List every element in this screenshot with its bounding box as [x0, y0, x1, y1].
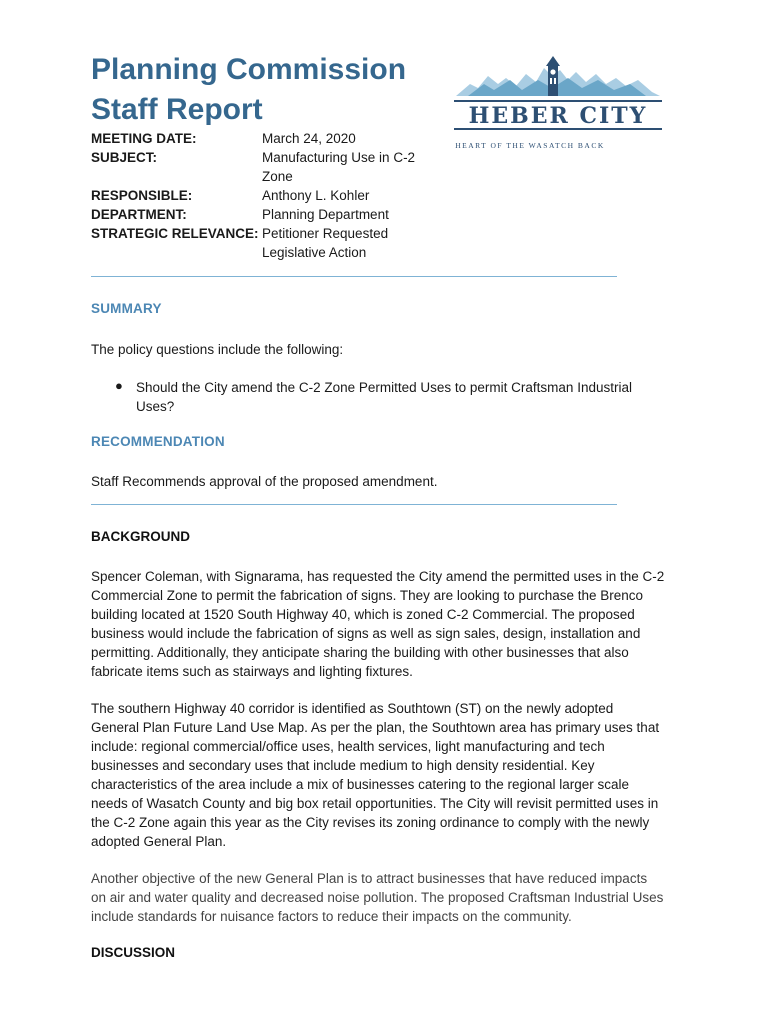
title-line-1: Planning Commission [91, 53, 407, 86]
logo-name: HEBER CITY [468, 103, 648, 129]
heber-city-logo [448, 54, 668, 154]
background-heading: BACKGROUND [91, 529, 190, 544]
summary-heading: SUMMARY [91, 301, 162, 316]
bg-p2-line: characteristics of the area include a mix of businesses catering to the regional larger scale [91, 777, 630, 792]
summary-bullet-line-2: Uses? [136, 399, 175, 414]
bg-p1-line: permitting. Additionally, they anticipate sharing the building with other businesses that also [91, 645, 629, 660]
divider-top [91, 276, 617, 277]
responsible-label: RESPONSIBLE: [91, 188, 193, 203]
summary-bullet [136, 378, 666, 416]
bg-p1-line: building located at 1520 South Highway 40, which is zoned C-2 Commercial. The proposed [91, 607, 635, 622]
subject-value-line-2: Zone [262, 169, 293, 184]
clock-tower-icon [546, 56, 560, 96]
department-value: Planning Department [262, 207, 389, 222]
background-paragraph-1 [91, 567, 681, 681]
bg-p2-line: General Plan Future Land Use Map. As per the plan, the Southtown area has primary uses that [91, 720, 660, 735]
bg-p1-line: business would include the fabrication of signs as well as sign sales, design, installation and [91, 626, 641, 641]
subject-label: SUBJECT: [91, 150, 158, 165]
summary-intro: The policy questions include the following: [91, 342, 344, 357]
bg-p1-line: fabricate items such as stairways and lighting fixtures. [91, 664, 413, 679]
bg-p1-line: Commercial Zone to permit the fabrication of signs. They are looking to purchase the Brenco [91, 588, 644, 603]
bg-p1-line: Spencer Coleman, with Signarama, has requested the City amend the permitted uses in the C-2 [91, 569, 665, 584]
bg-p2-line: needs of Wasatch County and big box retail opportunities. The City will revisit permitted uses in [91, 796, 659, 811]
bg-p2-line: businesses and secondary uses that include medium to high density residential. Key [91, 758, 595, 773]
background-paragraph-2 [91, 699, 681, 851]
logo-tagline: HEART OF THE WASATCH BACK [455, 141, 605, 150]
bullet-icon: ● [115, 378, 123, 393]
page-title [91, 50, 431, 130]
discussion-heading: DISCUSSION [91, 945, 176, 960]
summary-bullet-line-1: Should the City amend the C-2 Zone Permitted Uses to permit Craftsman Industrial [136, 380, 632, 395]
bg-p2-line: The southern Highway 40 corridor is identified as Southtown (ST) on the newly adopted [91, 701, 614, 716]
bg-p2-line: include: regional commercial/office uses, health services, light manufacturing and tech [91, 739, 605, 754]
background-paragraph-3 [91, 869, 681, 926]
strategic-relevance-label: STRATEGIC RELEVANCE: [91, 226, 259, 241]
strategic-relevance-value-line-2: Legislative Action [262, 245, 367, 260]
meeting-date-value: March 24, 2020 [262, 131, 356, 146]
divider-bottom [91, 504, 617, 505]
recommendation-text: Staff Recommends approval of the proposed amendment. [91, 474, 438, 489]
recommendation-heading: RECOMMENDATION [91, 434, 225, 449]
title-line-2: Staff Report [91, 93, 263, 126]
bg-p2-line: adopted General Plan. [91, 834, 227, 849]
strategic-relevance-value-line-1: Petitioner Requested [262, 226, 389, 241]
bg-p3-line: on air and water quality and decreased noise pollution. The proposed Craftsman Industrial Uses [91, 890, 664, 905]
bg-p3-line: Another objective of the new General Plan is to attract businesses that have reduced impacts [91, 871, 648, 886]
department-label: DEPARTMENT: [91, 207, 187, 222]
bg-p2-line: the C-2 Zone again this year as the City revises its zoning ordinance to comply with the newly [91, 815, 650, 830]
meeting-date-label: MEETING DATE: [91, 131, 197, 146]
subject-value-line-1: Manufacturing Use in C-2 [262, 150, 416, 165]
bg-p3-line: include standards for nuisance factors to reduce their impacts on the community. [91, 909, 572, 924]
responsible-value: Anthony L. Kohler [262, 188, 370, 203]
